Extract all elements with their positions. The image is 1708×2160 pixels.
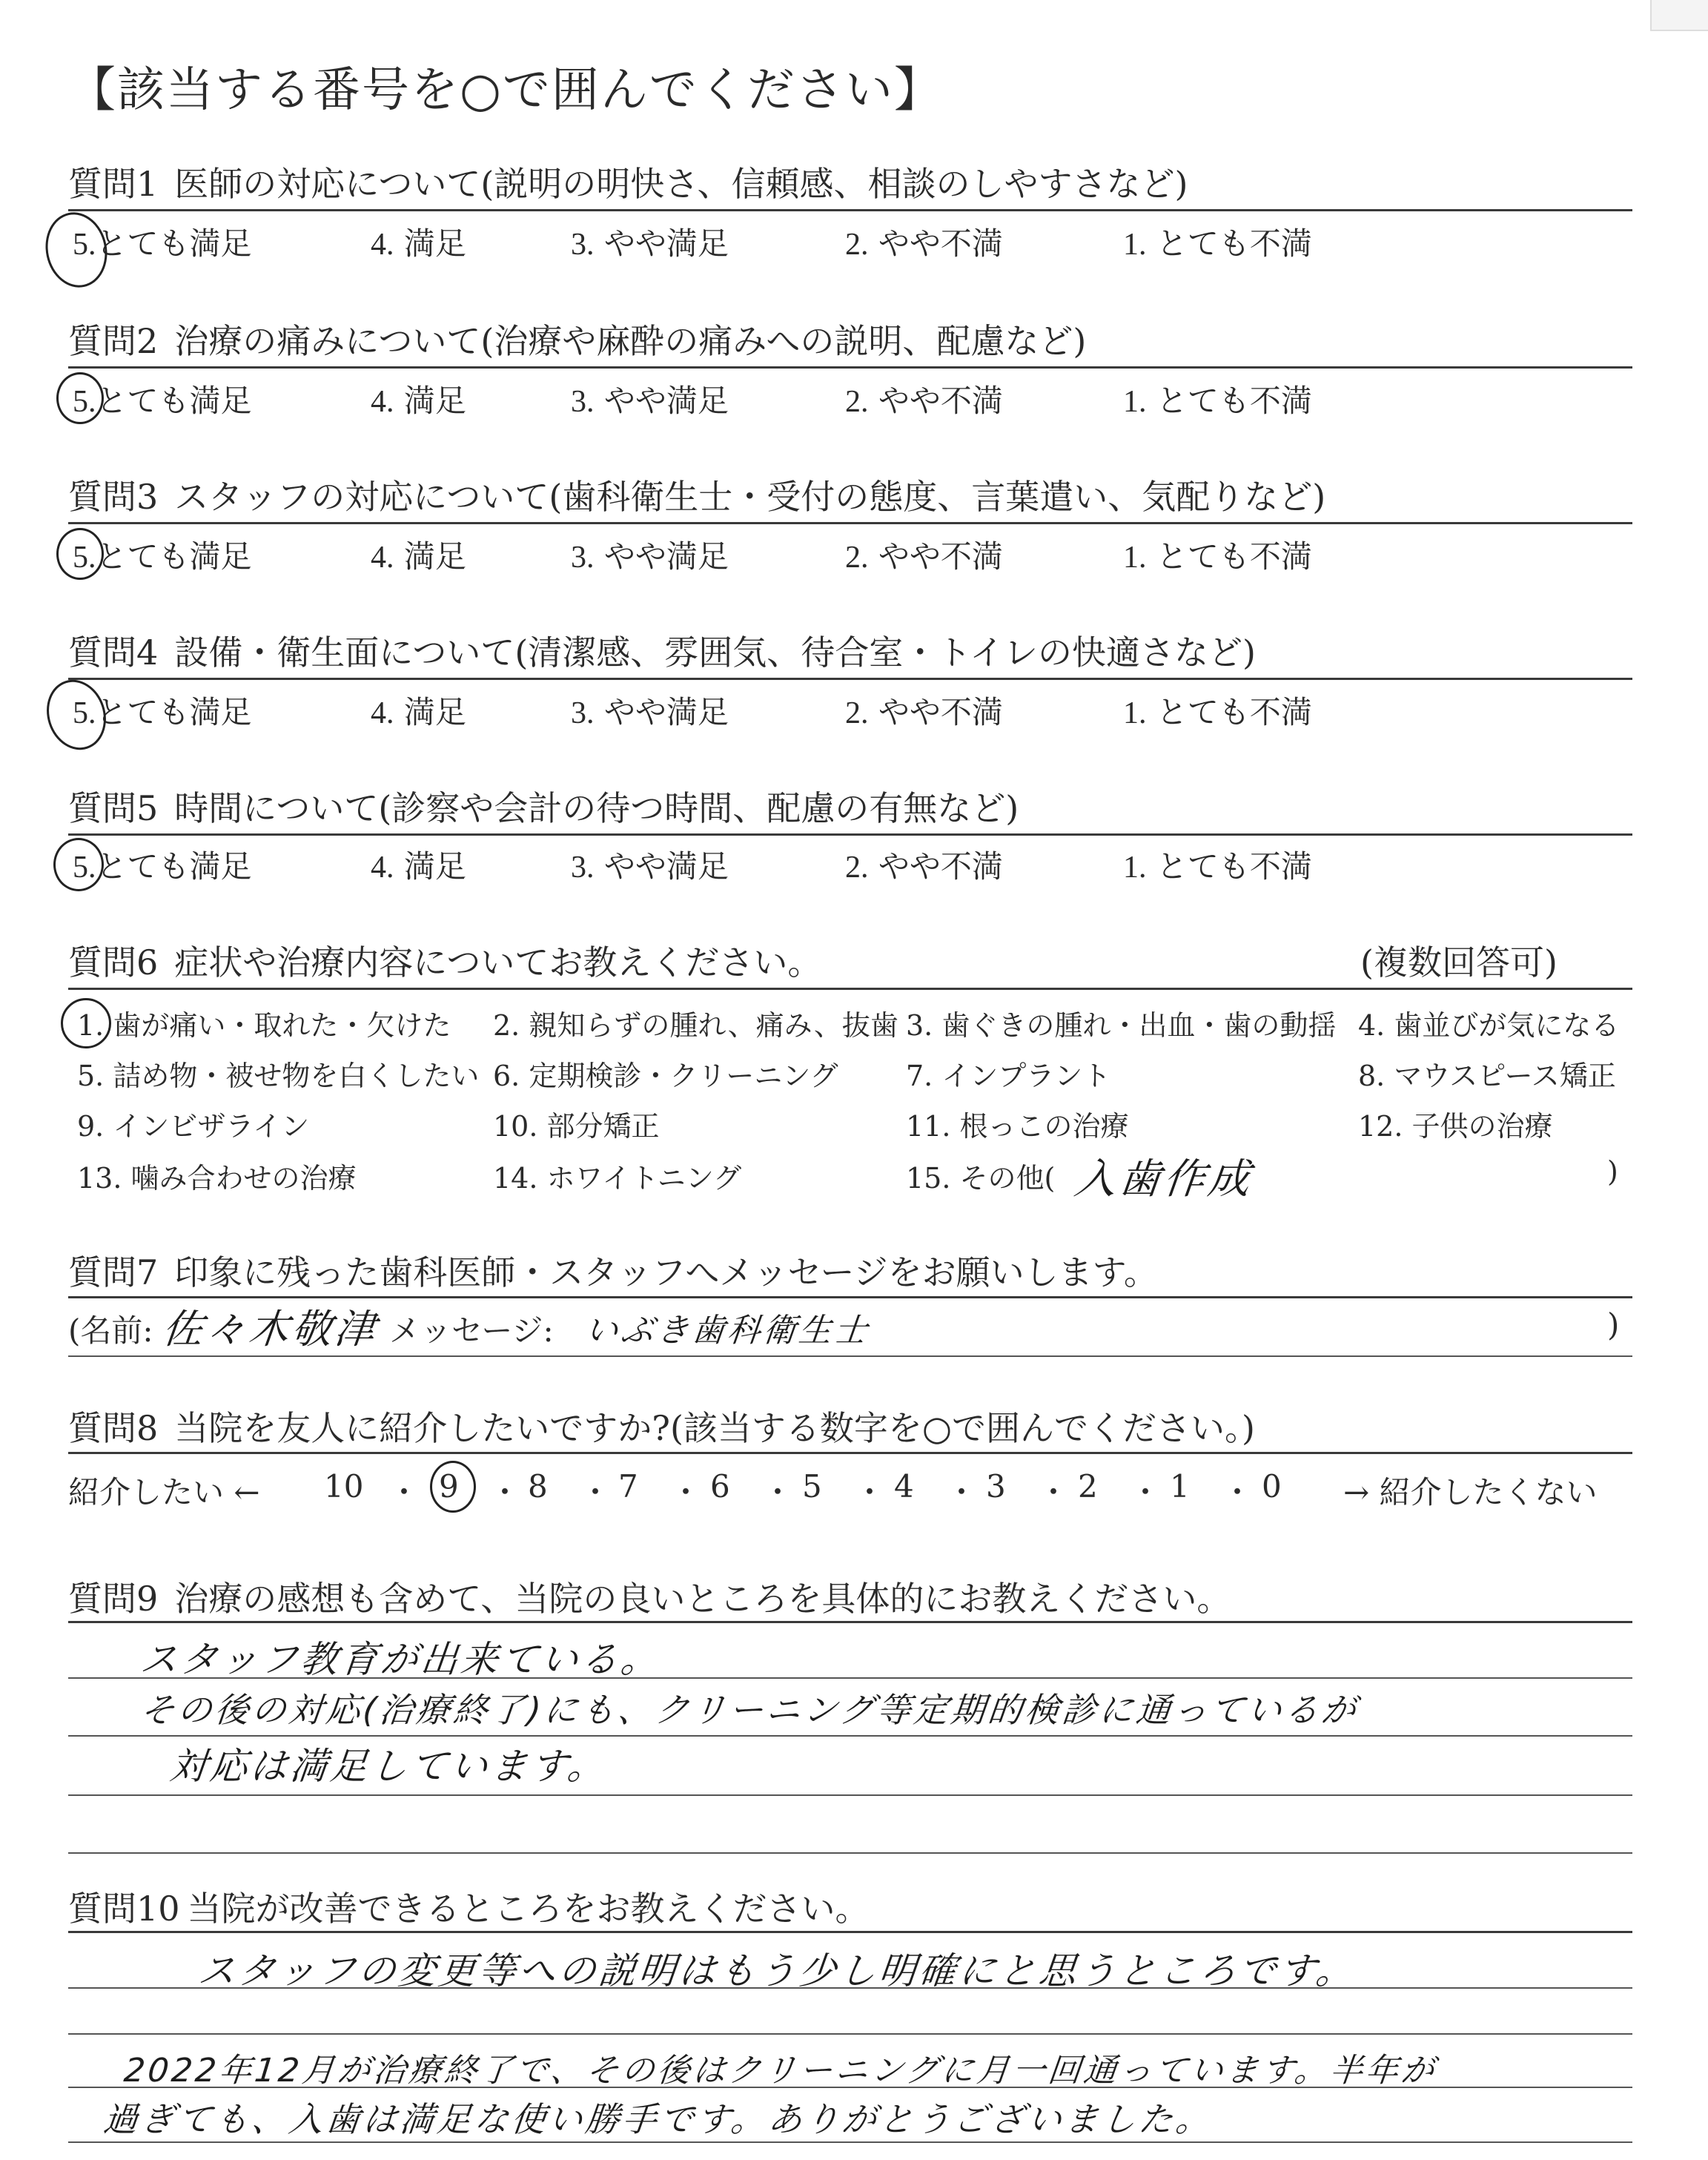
question-text: 印象に残った歯科医師・スタッフへメッセージをお願いします。 [174, 1252, 1158, 1292]
question-text: 設備・衛生面について(清潔感、雰囲気、待合室・トイレの快適さなど) [174, 633, 1256, 673]
option-2[interactable]: 2. やや不満 [845, 694, 1003, 730]
treatment-option-6[interactable]: 6. 定期検診・クリーニング [493, 1060, 838, 1092]
scale-separator: ・ [1222, 1474, 1254, 1510]
option-2[interactable]: 2. やや不満 [845, 383, 1003, 419]
question-8-heading [68, 1401, 1255, 1450]
treatment-option-15[interactable]: 15. その他( [906, 1162, 1056, 1195]
page-title: 【該当する番号を○で囲んでください】 [68, 63, 943, 118]
scale-separator: ・ [946, 1474, 978, 1510]
scale-value-10[interactable]: 10 [324, 1468, 364, 1505]
treatment-option-7[interactable]: 7. インプラント [906, 1060, 1111, 1092]
divider [68, 833, 1632, 836]
scale-separator: ・ [489, 1474, 521, 1510]
question-2-heading [68, 314, 1086, 363]
multiple-answer-note: (複数回答可) [1360, 942, 1558, 982]
treatment-option-14[interactable]: 14. ホワイトニング [493, 1162, 742, 1195]
answer-circle-mark [38, 672, 115, 757]
treatment-option-12[interactable]: 12. 子供の治療 [1358, 1110, 1553, 1143]
answer-line [68, 1852, 1632, 1854]
answer-circle-mark [56, 528, 104, 580]
q10-answer-line-4: 過ぎても、入歯は満足な使い勝手です。ありがとうございました。 [101, 2099, 1215, 2139]
scale-value-3[interactable]: 3 [986, 1468, 1006, 1505]
option-5[interactable]: 5.とても満足 [73, 694, 252, 730]
question-9-heading [68, 1572, 1231, 1621]
option-3[interactable]: 3. やや満足 [571, 383, 729, 419]
question-text: 当院が改善できるところをお教えください。 [187, 1889, 870, 1929]
question-6-heading [68, 936, 821, 985]
q9-answer-line-3: 対応は満足しています。 [168, 1745, 610, 1788]
answer-circle-mark [56, 372, 104, 424]
treatment-option-11[interactable]: 11. 根っこの治療 [906, 1110, 1129, 1143]
option-3[interactable]: 3. やや満足 [571, 694, 729, 730]
question-text: 当院を友人に紹介したいですか?(該当する数字を○で囲んでください。) [174, 1408, 1255, 1448]
message-handwriting: いぶき歯科衛生士 [583, 1312, 873, 1350]
answer-line [68, 2033, 1632, 2035]
scale-value-5[interactable]: 5 [802, 1468, 822, 1505]
option-5[interactable]: 5.とても満足 [73, 225, 252, 262]
treatment-option-2[interactable]: 2. 親知らずの腫れ、痛み、抜歯 [493, 1009, 898, 1042]
scale-left-label: 紹介したい ← [68, 1474, 260, 1510]
option-2[interactable]: 2. やや不満 [845, 848, 1003, 885]
staff-name-handwriting: 佐々木敬津 [160, 1306, 380, 1353]
question-number: 質問1 [68, 164, 159, 204]
divider [68, 1452, 1632, 1454]
answer-line [68, 1794, 1632, 1796]
question-number: 質問4 [68, 633, 159, 673]
option-5[interactable]: 5.とても満足 [73, 538, 252, 575]
scale-value-4[interactable]: 4 [894, 1468, 914, 1505]
question-number: 質問6 [68, 942, 159, 982]
question-1-heading [68, 157, 1188, 206]
treatment-option-5[interactable]: 5. 詰め物・被せ物を白くしたい [77, 1060, 480, 1092]
treatment-option-3[interactable]: 3. 歯ぐきの腫れ・出血・歯の動揺 [906, 1009, 1337, 1042]
scale-separator: ・ [854, 1474, 886, 1510]
option-1[interactable]: 1. とても不満 [1123, 383, 1312, 419]
question-number: 質問10 [68, 1889, 180, 1929]
message-label: メッセージ: [389, 1312, 554, 1349]
divider [68, 209, 1632, 211]
question-3-heading [68, 470, 1325, 519]
question-number: 質問9 [68, 1579, 159, 1619]
scale-value-1[interactable]: 1 [1170, 1468, 1190, 1505]
scale-right-label: → 紹介したくない [1343, 1474, 1598, 1510]
scale-separator: ・ [580, 1474, 612, 1510]
option-4[interactable]: 4. 満足 [371, 383, 466, 419]
question-text: スタッフの対応について(歯科衛生士・受付の態度、言葉遣い、気配りなど) [174, 477, 1326, 517]
option-2[interactable]: 2. やや不満 [845, 538, 1003, 575]
scale-value-0[interactable]: 0 [1262, 1468, 1282, 1505]
q9-answer-line-2: その後の対応(治療終了)にも、クリーニング等定期的検診に通っているが [138, 1690, 1361, 1730]
answer-line [68, 2141, 1632, 2143]
question-5-heading [68, 782, 1019, 830]
option-1[interactable]: 1. とても不満 [1123, 538, 1312, 575]
treatment-option-8[interactable]: 8. マウスピース矯正 [1358, 1060, 1616, 1092]
question-number: 質問3 [68, 477, 159, 517]
question-text: 時間について(診察や会計の待つ時間、配慮の有無など) [174, 788, 1019, 828]
question-text: 治療の感想も含めて、当院の良いところを具体的にお教えください。 [174, 1579, 1231, 1619]
question-4-heading [68, 626, 1256, 675]
treatment-option-4[interactable]: 4. 歯並びが気になる [1358, 1009, 1620, 1042]
treatment-option-13[interactable]: 13. 噛み合わせの治療 [77, 1162, 357, 1195]
question-7-heading [68, 1246, 1158, 1295]
divider [68, 988, 1632, 990]
option-5[interactable]: 5.とても満足 [73, 383, 252, 419]
option-3[interactable]: 3. やや満足 [571, 225, 729, 262]
question-text: 医師の対応について(説明の明快さ、信頼感、相談のしやすさなど) [174, 164, 1188, 204]
scale-value-6[interactable]: 6 [710, 1468, 730, 1505]
question-number: 質問8 [68, 1408, 159, 1448]
q10-answer-line-1: スタッフの変更等への説明はもう少し明確にと思うところです。 [196, 1949, 1359, 1992]
answer-circle-mark [61, 998, 111, 1048]
scale-separator: ・ [670, 1474, 702, 1510]
option-1[interactable]: 1. とても不満 [1123, 225, 1312, 262]
question-number: 質問2 [68, 321, 159, 361]
scale-value-8[interactable]: 8 [528, 1468, 548, 1505]
message-close-paren: ) [1607, 1307, 1620, 1343]
answer-circle-mark [53, 838, 104, 891]
question-text: 症状や治療内容についてお教えください。 [174, 942, 822, 982]
divider [68, 678, 1632, 680]
scale-value-2[interactable]: 2 [1078, 1468, 1098, 1505]
page-corner-mark [1650, 0, 1708, 31]
other-close-paren: ) [1607, 1155, 1618, 1188]
scale-separator: ・ [388, 1474, 420, 1510]
question-text: 治療の痛みについて(治療や麻酔の痛みへの説明、配慮など) [174, 321, 1087, 361]
option-4[interactable]: 4. 満足 [371, 538, 466, 575]
option-4[interactable]: 4. 満足 [371, 225, 466, 262]
q9-answer-line-1: スタッフ教育が出来ている。 [138, 1638, 663, 1681]
option-1[interactable]: 1. とても不満 [1123, 694, 1312, 730]
scale-value-7[interactable]: 7 [618, 1468, 638, 1505]
answer-line [68, 1677, 1632, 1679]
divider [68, 522, 1632, 524]
divider [68, 1931, 1632, 1933]
treatment-option-10[interactable]: 10. 部分矯正 [493, 1110, 660, 1143]
option-4[interactable]: 4. 満足 [371, 694, 466, 730]
divider [68, 1355, 1632, 1357]
scale-separator: ・ [1130, 1474, 1162, 1510]
option-1[interactable]: 1. とても不満 [1123, 848, 1312, 885]
scale-separator: ・ [1038, 1474, 1070, 1510]
scale-separator: ・ [762, 1474, 794, 1510]
option-3[interactable]: 3. やや満足 [571, 538, 729, 575]
scale-value-9[interactable]: 9 [439, 1468, 459, 1505]
other-treatment-handwriting: 入歯作成 [1072, 1155, 1255, 1203]
divider [68, 366, 1632, 369]
option-3[interactable]: 3. やや満足 [571, 848, 729, 885]
option-5[interactable]: 5.とても満足 [73, 848, 252, 885]
answer-line [68, 2087, 1632, 2088]
question-10-heading [68, 1882, 870, 1931]
option-2[interactable]: 2. やや不満 [845, 225, 1003, 262]
question-number: 質問7 [68, 1252, 159, 1292]
treatment-option-1[interactable]: 1. 歯が痛い・取れた・欠けた [77, 1009, 451, 1042]
question-number: 質問5 [68, 788, 159, 828]
treatment-option-9[interactable]: 9. インビザライン [77, 1110, 310, 1143]
option-4[interactable]: 4. 満足 [371, 848, 466, 885]
divider [68, 1621, 1632, 1623]
answer-line [68, 1987, 1632, 1989]
name-label: (名前: [68, 1312, 153, 1349]
answer-circle-mark [430, 1461, 476, 1513]
q10-answer-line-3: 2022年12月が治療終了で、その後はクリーニングに月一回通っています。半年が [122, 2052, 1439, 2090]
